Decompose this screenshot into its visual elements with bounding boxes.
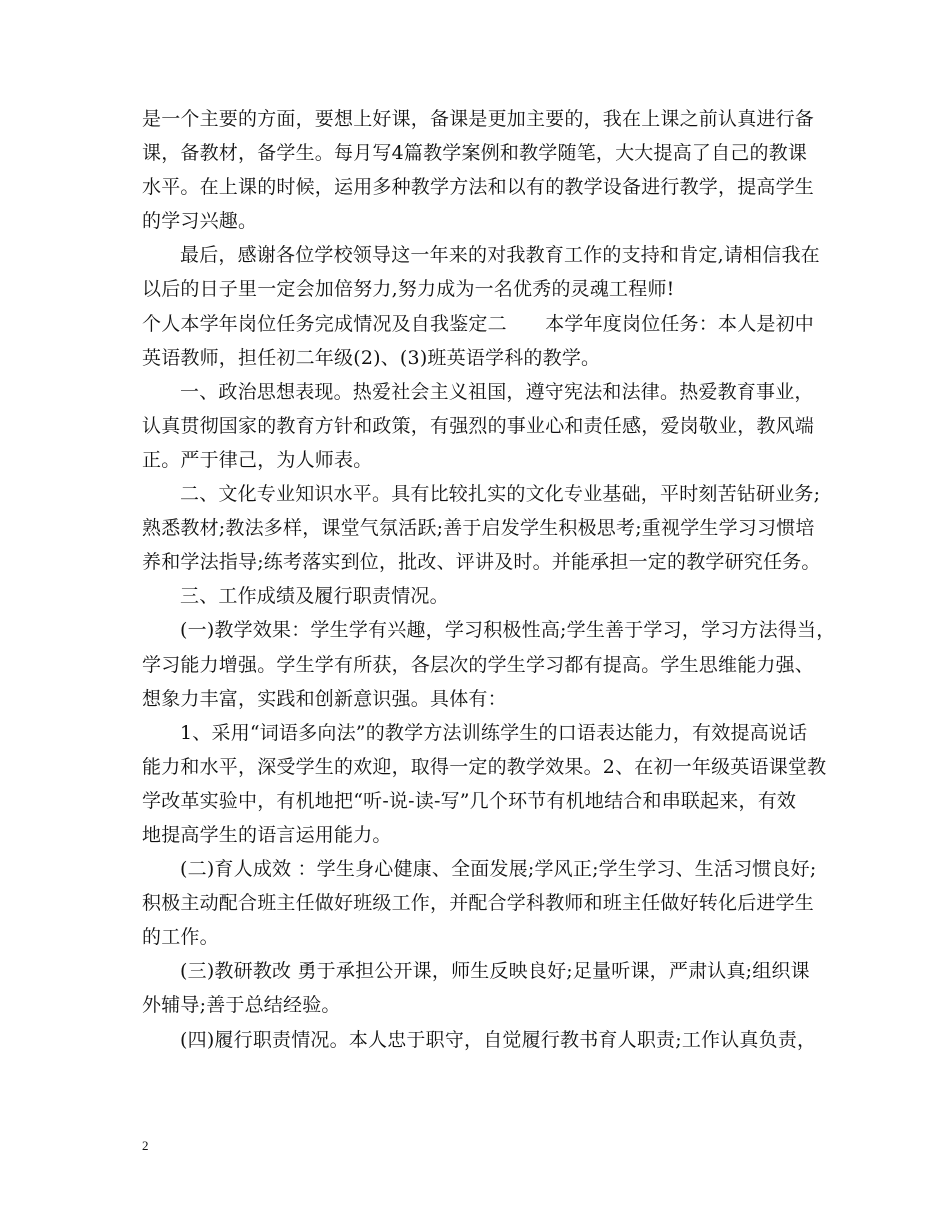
text-line: 外辅导;善于总结经验。	[142, 994, 341, 1017]
text-line: 水平。在上课的时候，运用多种教学方法和以有的教学设备进行教学，提高学生	[142, 176, 815, 199]
text-line: 积极主动配合班主任做好班级工作，并配合学科教师和班主任做好转化后进学生	[142, 892, 815, 915]
text-line: (三)教研教改 勇于承担公开课，师生反映良好;足量听课，严肃认真;组织课	[180, 960, 810, 983]
text-line: 的学习兴趣。	[142, 210, 258, 233]
text-line: 课，备教材，备学生。每月写4篇教学案例和教学随笔，大大提高了自己的教课	[142, 142, 808, 165]
text-line: 认真贯彻国家的教育方针和政策，有强烈的事业心和责任感，爱岗敬业，教风端	[142, 414, 815, 437]
text-line: (一)教学效果：学生学有兴趣，学习积极性高;学生善于学习，学习方法得当，	[180, 619, 836, 642]
text-line: 英语教师，担任初二年级(2)、(3)班英语学科的教学。	[142, 346, 601, 369]
text-line: (二)育人成效 ：学生身心健康、全面发展;学风正;学生学习、生活习惯良好;	[180, 858, 817, 881]
text-line: 一、政治思想表现。热爱社会主义祖国，遵守宪法和法律。热爱教育事业，	[180, 380, 814, 403]
page-number: 2	[142, 1138, 149, 1153]
text-line: 的工作。	[142, 926, 219, 949]
text-line: 熟悉教材;教法多样，课堂气氛活跃;善于启发学生积极思考;重视学生学习习惯培	[142, 517, 815, 540]
text-line: 学改革实验中，有机地把“听-说-读-写”几个环节有机地结合和串联起来，有效	[142, 789, 797, 812]
text-line: 二、文化专业知识水平。具有比较扎实的文化专业基础，平时刻苦钻研业务;	[180, 483, 821, 506]
text-line: 正。严于律己，为人师表。	[142, 448, 373, 471]
text-line: 是一个主要的方面，要想上好课，备课是更加主要的，我在上课之前认真进行备	[142, 108, 815, 130]
text-line: (四)履行职责情况。本人忠于职守，自觉履行教书育人职责;工作认真负责，	[180, 1028, 817, 1051]
text-line: 学习能力增强。学生学有所获，各层次的学生学习都有提高。学生思维能力强、	[142, 653, 815, 676]
text-line: 地提高学生的语言运用能力。	[142, 823, 392, 846]
text-line: 最后，感谢各位学校领导这一年来的对我教育工作的支持和肯定,请相信我在	[180, 244, 820, 267]
text-line: 个人本学年岗位任务完成情况及自我鉴定二 本学年度岗位任务：本人是初中	[142, 312, 815, 335]
text-line: 以后的日子里一定会加倍努力,努力成为一名优秀的灵魂工程师!	[142, 278, 675, 301]
text-line: 养和学法指导;练考落实到位，批改、评讲及时。并能承担一定的教学研究任务。	[142, 551, 821, 574]
text-line: 能力和水平，深受学生的欢迎，取得一定的教学效果。2、在初一年级英语课堂教	[142, 755, 827, 778]
text-line: 1、采用“词语多向法”的教学方法训练学生的口语表达能力，有效提高说话	[180, 721, 808, 744]
body-text	[142, 102, 836, 1057]
text-line: 想象力丰富，实践和创新意识强。具体有：	[142, 687, 507, 710]
text-line: 三、工作成绩及履行职责情况。	[180, 585, 449, 608]
